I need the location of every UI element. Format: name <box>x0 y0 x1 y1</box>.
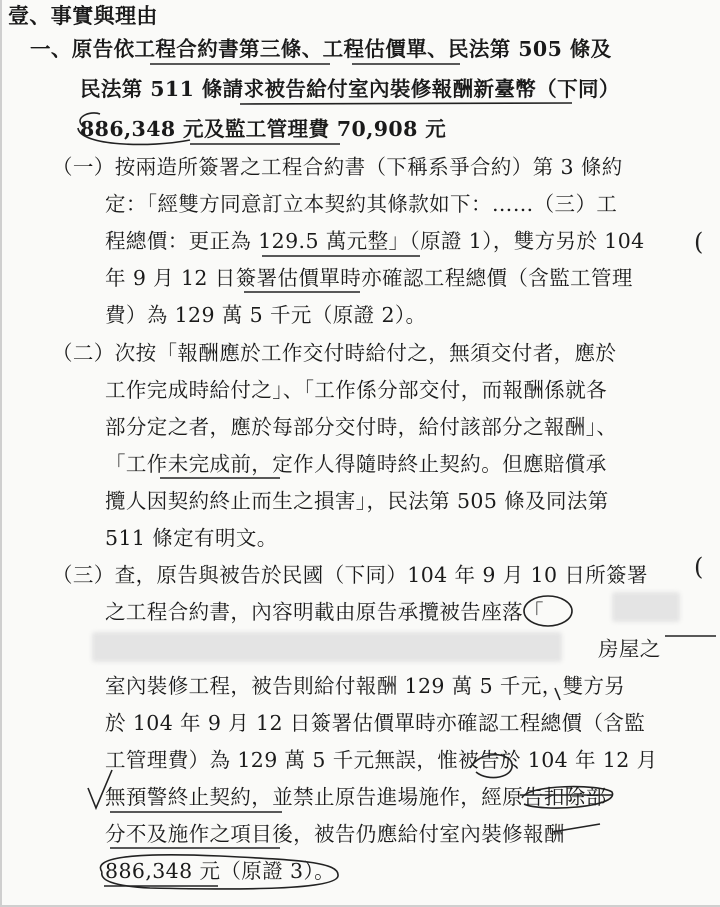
para1-line-1: （一）按兩造所簽署之工程合約書（下稱系爭合約）第 3 條約 <box>52 155 623 179</box>
claim-heading-line-1: 一、原告依工程合約書第三條、工程估價單、民法第 505 條及 <box>30 37 612 61</box>
para3-line-7: 無預警終止契約，並禁止原告進場施作，經原告扣除部 <box>105 785 607 809</box>
para2-line-1: （二）次按「報酬應於工作交付時給付之，無須交付者，應於 <box>52 341 617 365</box>
margin-bracket-mark: ( <box>694 228 704 256</box>
para2-line-3: 部分定之者，應於每部分交付時，給付該部分之報酬」、 <box>105 415 618 439</box>
para3-line-2: 之工程合約書，內容明載由原告承攬被告座落「 <box>105 600 544 624</box>
para3-line-5: 於 104 年 9 月 12 日簽署估價單時亦確認工程總價（含監 <box>105 711 646 735</box>
para1-line-3: 程總價：更正為 129.5 萬元整」（原證 1），雙方另於 104 <box>105 229 645 253</box>
para3-line-8: 分不及施作之項目後，被告仍應給付室內裝修報酬 <box>105 822 565 846</box>
para1-line-4: 年 9 月 12 日簽署估價單時亦確認工程總價（含監工管理 <box>105 266 633 290</box>
para1-line-5: 費）為 129 萬 5 千元（原證 2）。 <box>105 303 427 327</box>
para2-line-5: 攬人因契約終止而生之損害」，民法第 505 條及同法第 <box>105 489 609 513</box>
para2-line-6: 511 條定有明文。 <box>105 526 278 550</box>
para2-line-2: 工作完成時給付之」、「工作係分部交付，而報酬係就各 <box>105 378 607 402</box>
para2-line-4: 「工作未完成前，定作人得隨時終止契約。但應賠償承 <box>105 452 607 476</box>
para3-line-6: 工管理費）為 129 萬 5 千元無誤，惟被告於 104 年 12 月 <box>105 748 658 772</box>
para3-line-3: 房屋之 <box>598 637 661 661</box>
section-title: 壹、事實與理由 <box>8 3 158 28</box>
claim-heading-line-2: 民法第 511 條請求被告給付室內裝修報酬新臺幣（下同） <box>80 77 620 101</box>
underline-claim <box>240 103 572 104</box>
para3-line-9: 886,348 元（原證 3）。 <box>105 859 335 883</box>
para3-line-1: （三）查，原告與被告於民國（下同）104 年 9 月 10 日所簽署 <box>52 563 648 587</box>
scan-border-left <box>0 0 2 907</box>
redacted-address-part-2 <box>92 632 562 662</box>
redacted-address-part-1 <box>612 592 680 622</box>
para1-line-2: 定：「經雙方同意訂立本契約其條款如下：……（三）工 <box>105 192 618 216</box>
para3-line-4: 室內裝修工程，被告則給付報酬 129 萬 5 千元，雙方另 <box>105 674 626 698</box>
margin-bracket-mark: ( <box>694 553 704 581</box>
claim-heading-line-3: 886,348 元及監工管理費 70,908 元 <box>80 117 447 141</box>
